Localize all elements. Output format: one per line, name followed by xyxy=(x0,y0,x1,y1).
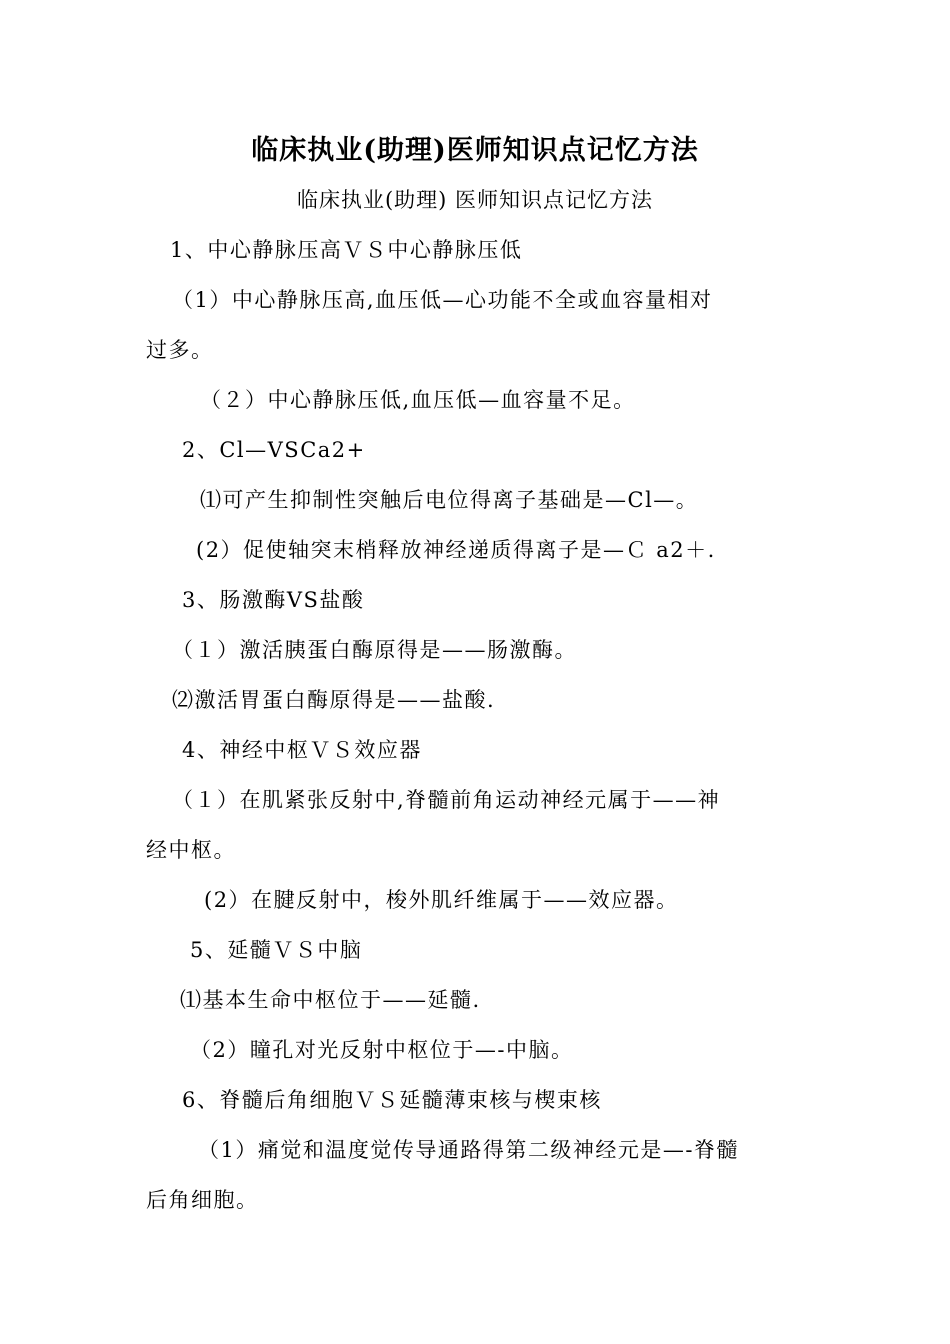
text-line: 2、Cl—VSCa2+ xyxy=(182,438,366,462)
text-line: （２）中心静脉压低,血压低—血容量不足。 xyxy=(200,388,636,412)
text-line: ⑴基本生命中枢位于——延髓. xyxy=(180,988,481,1012)
text-line: 1、中心静脉压高ＶＳ中心静脉压低 xyxy=(170,238,523,262)
text-line: 经中枢。 xyxy=(146,838,236,862)
document-subtitle: 临床执业(助理) 医师知识点记忆方法 xyxy=(296,188,654,212)
text-line: 4、神经中枢ＶＳ效应器 xyxy=(182,738,422,762)
text-line: ⑴可产生抑制性突触后电位得离子基础是—Cl—。 xyxy=(200,488,699,512)
text-line: (2）在腱反射中，梭外肌纤维属于——效应器。 xyxy=(204,888,679,912)
text-line: ⑵激活胃蛋白酶原得是——盐酸. xyxy=(172,688,496,712)
text-line: （１）在肌紧张反射中,脊髓前角运动神经元属于——神 xyxy=(172,788,721,812)
text-line: （2）瞳孔对光反射中枢位于—-中脑。 xyxy=(190,1038,574,1062)
text-line: 过多。 xyxy=(146,338,214,362)
text-line: 后角细胞。 xyxy=(146,1188,259,1212)
text-line: 6、脊髓后角细胞ＶＳ延髓薄束核与楔束核 xyxy=(182,1088,602,1112)
document-title: 临床执业(助理)医师知识点记忆方法 xyxy=(251,135,699,166)
text-line: （1）痛觉和温度觉传导通路得第二级神经元是—-脊髓 xyxy=(198,1138,739,1162)
text-line: 3、肠激酶VS盐酸 xyxy=(182,588,365,612)
text-line: （1）中心静脉压高,血压低—心功能不全或血容量相对 xyxy=(172,288,713,312)
text-line: （１）激活胰蛋白酶原得是——肠激酶。 xyxy=(172,638,577,662)
text-line: (2）促使轴突末梢释放神经递质得离子是—Ｃ a2＋. xyxy=(196,538,716,562)
text-line: 5、延髓ＶＳ中脑 xyxy=(190,938,363,962)
